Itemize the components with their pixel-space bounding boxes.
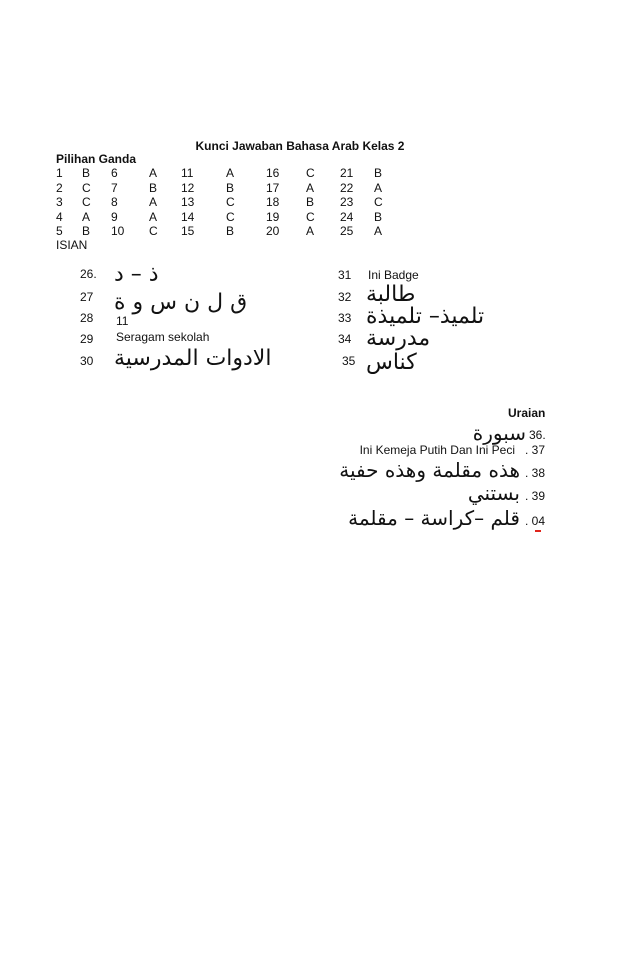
isian-answer-34: مدرسة bbox=[366, 326, 431, 351]
table-row bbox=[56, 166, 399, 181]
question-number-cell: 21 bbox=[340, 166, 354, 180]
table-row bbox=[56, 195, 399, 210]
uraian-answer-38: هذه مقلمة وهذه حفية bbox=[339, 458, 520, 482]
answer-letter-cell: A bbox=[374, 180, 383, 195]
answer-letter-cell: B bbox=[374, 209, 383, 224]
table-row bbox=[56, 181, 399, 196]
uraian-answer-40: قلم –كراسة – مقلمة bbox=[348, 506, 520, 530]
answer-letter-cell: A bbox=[149, 195, 158, 209]
document-title: Kunci Jawaban Bahasa Arab Kelas 2 bbox=[195, 139, 405, 153]
question-number-cell: 14 bbox=[181, 209, 195, 224]
answer-letter-cell: A bbox=[149, 166, 158, 180]
question-number-cell: 9 bbox=[111, 209, 118, 224]
question-number-cell: 3 bbox=[56, 195, 63, 209]
isian-number-28: 28 bbox=[80, 311, 94, 325]
question-number-cell: 23 bbox=[340, 195, 354, 209]
table-row bbox=[56, 224, 399, 239]
isian-answer-33: تلميذ– تلميذة bbox=[366, 304, 485, 329]
answer-letter-cell: A bbox=[306, 180, 315, 195]
isian-answer-28: 11 bbox=[116, 314, 129, 328]
answer-letter-cell: C bbox=[82, 180, 91, 195]
isian-answer-29: Seragam sekolah bbox=[116, 330, 210, 344]
answer-letter-cell: B bbox=[226, 180, 235, 195]
answer-letter-cell: A bbox=[82, 209, 91, 224]
answer-letter-cell: C bbox=[374, 195, 383, 209]
question-number-cell: 16 bbox=[266, 166, 280, 180]
section-isian: ISIAN bbox=[56, 238, 88, 252]
answer-letter-cell: C bbox=[306, 166, 315, 180]
isian-number-31: 31 bbox=[338, 268, 352, 282]
isian-number-35: 35 bbox=[342, 354, 356, 368]
isian-number-33: 33 bbox=[338, 311, 352, 325]
uraian-answer-37: Ini Kemeja Putih Dan Ini Peci bbox=[359, 443, 515, 457]
question-number-cell: 20 bbox=[266, 224, 280, 238]
isian-answer-26: ذ – د bbox=[114, 262, 159, 287]
section-uraian: Uraian bbox=[508, 406, 546, 420]
answer-letter-cell: B bbox=[149, 180, 158, 195]
uraian-number-40: . 04 bbox=[525, 514, 546, 528]
question-number-cell: 11 bbox=[181, 166, 194, 180]
answer-letter-cell: B bbox=[82, 224, 91, 238]
uraian-number-36: 36. bbox=[529, 428, 546, 442]
question-number-cell: 15 bbox=[181, 224, 195, 238]
question-number-cell: 6 bbox=[111, 166, 118, 180]
isian-number-32: 32 bbox=[338, 290, 352, 304]
answer-letter-cell: C bbox=[306, 209, 315, 224]
question-number-cell: 10 bbox=[111, 224, 125, 238]
answer-letter-cell: C bbox=[82, 195, 91, 209]
answer-letter-cell: A bbox=[226, 166, 235, 180]
table-row bbox=[56, 210, 399, 225]
section-multiple-choice: Pilihan Ganda bbox=[56, 152, 137, 166]
uraian-answer-36: سبورة bbox=[472, 421, 526, 445]
isian-answer-30: الادوات المدرسية bbox=[114, 346, 272, 371]
isian-number-26: 26. bbox=[80, 267, 97, 281]
answer-letter-cell: B bbox=[82, 166, 91, 180]
question-number-cell: 1 bbox=[56, 166, 63, 180]
question-number-cell: 17 bbox=[266, 180, 280, 195]
question-number-cell: 19 bbox=[266, 209, 280, 224]
isian-answer-27: ق ل ن س و ة bbox=[114, 290, 248, 315]
red-dash-mark bbox=[535, 530, 541, 532]
question-number-cell: 24 bbox=[340, 209, 354, 224]
answer-letter-cell: C bbox=[226, 209, 235, 224]
question-number-cell: 25 bbox=[340, 224, 354, 238]
isian-answer-31: Ini Badge bbox=[368, 268, 419, 282]
uraian-number-38: . 38 bbox=[525, 466, 546, 480]
isian-number-34: 34 bbox=[338, 332, 352, 346]
uraian-number-39: . 39 bbox=[525, 489, 546, 503]
question-number-cell: 7 bbox=[111, 180, 118, 195]
uraian-number-37: . 37 bbox=[525, 443, 546, 457]
question-number-cell: 8 bbox=[111, 195, 118, 209]
answer-letter-cell: C bbox=[226, 195, 235, 209]
uraian-answer-39: بستني bbox=[467, 481, 520, 505]
question-number-cell: 4 bbox=[56, 209, 63, 224]
answer-letter-cell: C bbox=[149, 224, 158, 238]
isian-number-27: 27 bbox=[80, 290, 94, 304]
question-number-cell: 12 bbox=[181, 180, 195, 195]
isian-answer-32: طالبة bbox=[366, 282, 416, 307]
isian-number-30: 30 bbox=[80, 354, 94, 368]
answer-letter-cell: B bbox=[374, 166, 383, 180]
isian-answer-35: كناس bbox=[366, 350, 417, 375]
answer-letter-cell: B bbox=[226, 224, 235, 238]
question-number-cell: 2 bbox=[56, 180, 63, 195]
question-number-cell: 13 bbox=[181, 195, 195, 209]
question-number-cell: 18 bbox=[266, 195, 280, 209]
answer-letter-cell: A bbox=[306, 224, 315, 238]
isian-number-29: 29 bbox=[80, 332, 94, 346]
answer-letter-cell: B bbox=[306, 195, 315, 209]
question-number-cell: 5 bbox=[56, 224, 63, 238]
question-number-cell: 22 bbox=[340, 180, 354, 195]
multiple-choice-answer-table bbox=[56, 166, 399, 239]
answer-letter-cell: A bbox=[149, 209, 158, 224]
answer-letter-cell: A bbox=[374, 224, 383, 238]
